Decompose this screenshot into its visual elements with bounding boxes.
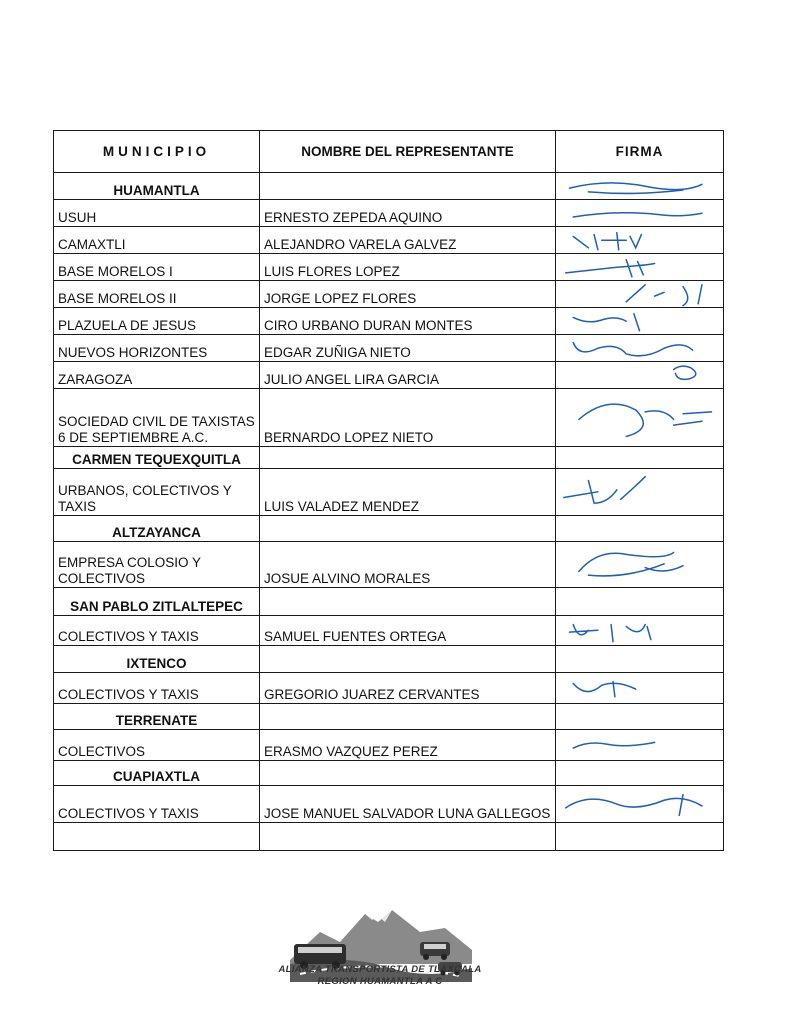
representatives-table xyxy=(53,130,724,851)
signature-cell xyxy=(556,281,724,308)
table-row xyxy=(54,362,724,389)
organization-cell: COLECTIVOS Y TAXIS xyxy=(54,786,260,823)
section-row xyxy=(54,173,724,200)
signature-cell xyxy=(556,200,724,227)
signature-cell xyxy=(556,730,724,761)
municipio-section-label: SAN PABLO ZITLALTEPEC xyxy=(54,588,260,616)
organization-cell: NUEVOS HORIZONTES xyxy=(54,335,260,362)
signature-cell xyxy=(556,673,724,704)
section-row xyxy=(54,588,724,616)
header-row xyxy=(54,131,724,173)
handwritten-signature xyxy=(560,543,719,587)
organization-cell: COLECTIVOS xyxy=(54,730,260,761)
blank-row xyxy=(54,823,724,851)
signature-cell xyxy=(556,704,724,730)
signature-cell xyxy=(556,254,724,281)
representative-name-cell: CIRO URBANO DURAN MONTES xyxy=(260,308,556,335)
representante-cell-empty xyxy=(260,704,556,730)
signature-cell xyxy=(556,542,724,588)
organization-cell: SOCIEDAD CIVIL DE TAXISTAS 6 DE SEPTIEMBRE A.C. xyxy=(54,389,260,447)
stamp-line-2: REGION HUAMANTLA A C xyxy=(317,976,443,987)
representante-cell-empty xyxy=(260,588,556,616)
representative-name-cell: ALEJANDRO VARELA GALVEZ xyxy=(260,227,556,254)
organization-cell-empty xyxy=(54,823,260,851)
table-row xyxy=(54,730,724,761)
representante-cell-empty xyxy=(260,173,556,200)
representante-cell-empty xyxy=(260,761,556,786)
section-row xyxy=(54,704,724,730)
signature-cell xyxy=(556,761,724,786)
organization-cell: COLECTIVOS Y TAXIS xyxy=(54,616,260,646)
municipio-section-label: TERRENATE xyxy=(54,704,260,730)
handwritten-signature xyxy=(560,308,719,334)
section-row xyxy=(54,646,724,673)
handwritten-signature xyxy=(560,787,719,822)
representative-name-cell: EDGAR ZUÑIGA NIETO xyxy=(260,335,556,362)
organization-cell: BASE MORELOS I xyxy=(54,254,260,281)
handwritten-signature xyxy=(560,281,719,307)
table-row xyxy=(54,616,724,646)
representative-name-cell: JOSUE ALVINO MORALES xyxy=(260,542,556,588)
header-firma: FIRMA xyxy=(556,131,724,173)
signature-cell xyxy=(556,335,724,362)
header-municipio: MUNICIPIO xyxy=(54,131,260,173)
handwritten-signature xyxy=(560,391,719,446)
table-row xyxy=(54,469,724,516)
representative-name-cell: ERASMO VAZQUEZ PEREZ xyxy=(260,730,556,761)
organization-cell: CAMAXTLI xyxy=(54,227,260,254)
signature-cell xyxy=(556,227,724,254)
municipio-section-label: CARMEN TEQUEXQUITLA xyxy=(54,447,260,469)
handwritten-signature xyxy=(560,362,719,388)
representative-name-cell: LUIS FLORES LOPEZ xyxy=(260,254,556,281)
header-representante: NOMBRE DEL REPRESENTANTE xyxy=(260,131,556,173)
municipio-section-label: ALTZAYANCA xyxy=(54,516,260,542)
handwritten-signature xyxy=(560,617,719,645)
signature-cell xyxy=(556,588,724,616)
organization-cell: EMPRESA COLOSIO Y COLECTIVOS xyxy=(54,542,260,588)
stamp-caption xyxy=(270,964,490,988)
handwritten-signature xyxy=(560,674,719,703)
municipio-section-label: CUAPIAXTLA xyxy=(54,761,260,786)
representante-cell-empty xyxy=(260,823,556,851)
handwritten-signature xyxy=(560,227,719,253)
handwritten-signature xyxy=(560,731,719,760)
representative-name-cell: JORGE LOPEZ FLORES xyxy=(260,281,556,308)
table-row xyxy=(54,281,724,308)
signature-cell xyxy=(556,616,724,646)
table-row xyxy=(54,335,724,362)
organization-cell: USUH xyxy=(54,200,260,227)
representative-name-cell: SAMUEL FUENTES ORTEGA xyxy=(260,616,556,646)
signature-cell xyxy=(556,823,724,851)
signature-cell xyxy=(556,786,724,823)
representante-cell-empty xyxy=(260,516,556,542)
table-row xyxy=(54,673,724,704)
signature-cell xyxy=(556,646,724,673)
section-row xyxy=(54,761,724,786)
representative-name-cell: ERNESTO ZEPEDA AQUINO xyxy=(260,200,556,227)
representative-name-cell: GREGORIO JUAREZ CERVANTES xyxy=(260,673,556,704)
representante-cell-empty xyxy=(260,646,556,673)
table-body xyxy=(54,173,724,851)
representative-name-cell: JULIO ANGEL LIRA GARCIA xyxy=(260,362,556,389)
handwritten-signature xyxy=(560,335,719,361)
table-row xyxy=(54,227,724,254)
representative-name-cell: LUIS VALADEZ MENDEZ xyxy=(260,469,556,516)
signature-cell xyxy=(556,516,724,542)
section-row xyxy=(54,516,724,542)
municipio-section-label: HUAMANTLA xyxy=(54,173,260,200)
representante-cell-empty xyxy=(260,447,556,469)
handwritten-signature xyxy=(560,173,719,199)
organization-cell: URBANOS, COLECTIVOS Y TAXIS xyxy=(54,469,260,516)
handwritten-signature xyxy=(560,254,719,280)
representative-name-cell: BERNARDO LOPEZ NIETO xyxy=(260,389,556,447)
signature-cell xyxy=(556,308,724,335)
table-row xyxy=(54,389,724,447)
organization-cell: BASE MORELOS II xyxy=(54,281,260,308)
table-row xyxy=(54,308,724,335)
stamp-line-1: ALIANZA TRANSPORTISTA DE TLAXCALA xyxy=(278,964,482,975)
handwritten-signature xyxy=(560,471,719,515)
signature-cell xyxy=(556,362,724,389)
signature-cell xyxy=(556,469,724,516)
section-row xyxy=(54,447,724,469)
municipio-section-label: IXTENCO xyxy=(54,646,260,673)
signature-cell xyxy=(556,173,724,200)
organization-cell: ZARAGOZA xyxy=(54,362,260,389)
signature-cell xyxy=(556,389,724,447)
handwritten-signature xyxy=(560,200,719,226)
table-row xyxy=(54,254,724,281)
table-row xyxy=(54,200,724,227)
representative-name-cell: JOSE MANUEL SALVADOR LUNA GALLEGOS xyxy=(260,786,556,823)
signature-cell xyxy=(556,447,724,469)
table-row xyxy=(54,542,724,588)
organization-cell: PLAZUELA DE JESUS xyxy=(54,308,260,335)
table-row xyxy=(54,786,724,823)
organization-cell: COLECTIVOS Y TAXIS xyxy=(54,673,260,704)
